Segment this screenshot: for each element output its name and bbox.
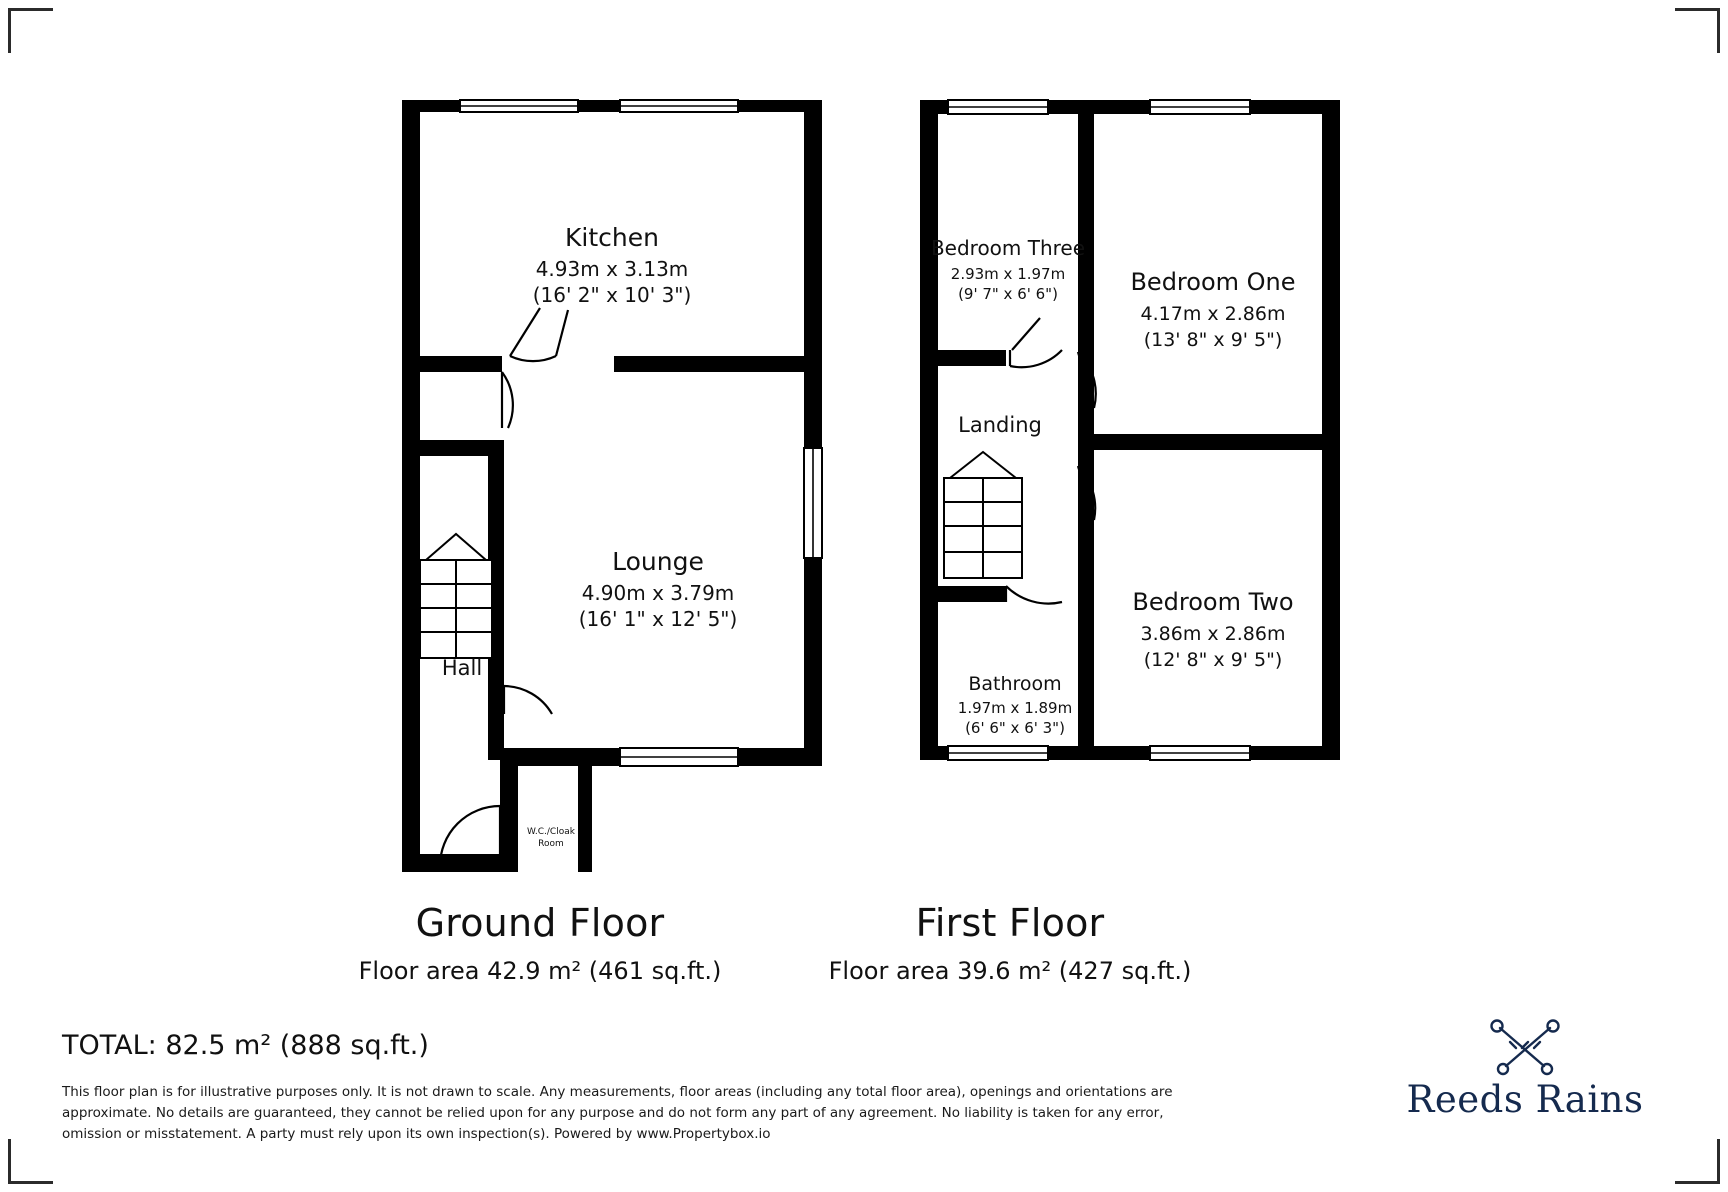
bedroom-three-metric: 2.93m x 1.97m bbox=[950, 265, 1066, 283]
bedroom-two-metric: 3.86m x 2.86m bbox=[1140, 623, 1286, 645]
ground-floor-plan bbox=[402, 100, 822, 872]
door-bedroom-three bbox=[1010, 318, 1062, 367]
room-label-bedroom-three bbox=[931, 236, 1085, 303]
room-label-bedroom-two bbox=[1132, 588, 1293, 671]
room-label-wc bbox=[527, 827, 576, 849]
wc-name-line2: Room bbox=[538, 839, 564, 849]
bedroom-two-imperial: (12' 8" x 9' 5") bbox=[1143, 649, 1283, 671]
room-label-lounge bbox=[579, 547, 738, 631]
room-label-hall bbox=[442, 656, 482, 680]
lounge-name: Lounge bbox=[612, 547, 704, 576]
first-floor-caption bbox=[770, 900, 1250, 986]
kitchen-metric: 4.93m x 3.13m bbox=[535, 257, 689, 281]
ground-floor-title: Ground Floor bbox=[415, 901, 665, 945]
bedroom-one-metric: 4.17m x 2.86m bbox=[1140, 303, 1286, 325]
brand-logo bbox=[1380, 1018, 1670, 1121]
room-label-kitchen bbox=[533, 223, 692, 307]
door-hall-lounge bbox=[504, 686, 552, 714]
window-bathroom-rear bbox=[948, 746, 1048, 760]
crossed-keys-icon bbox=[1482, 1018, 1568, 1076]
window-bedroom-one-front bbox=[1150, 100, 1250, 114]
staircase-ground bbox=[420, 534, 492, 658]
window-kitchen-front-2 bbox=[620, 100, 738, 112]
wc-name-line1: W.C./Cloak bbox=[527, 827, 575, 837]
window-kitchen-front bbox=[460, 100, 578, 112]
landing-name: Landing bbox=[958, 413, 1042, 437]
first-floor-area: Floor area 39.6 m² (427 sq.ft.) bbox=[828, 956, 1192, 985]
bedroom-one-name: Bedroom One bbox=[1130, 268, 1296, 296]
first-floor-plan bbox=[920, 100, 1340, 760]
disclaimer-text: This floor plan is for illustrative purposes only. It is not drawn to scale. Any measurements, floor areas (including any total floor area), openings and orientations are approximate. No details are guaranteed, they cannot be relied upon for any purpose and do not form any part of any agreement. No liability is taken for any error, omission or misstatement. A party must rely upon its own inspection(s). Powered by www.Propertybox.io bbox=[62, 1084, 1173, 1142]
total-area-label: TOTAL: 82.5 m² (888 sq.ft.) bbox=[62, 1030, 429, 1061]
room-label-bedroom-one bbox=[1130, 268, 1295, 351]
door-bathroom bbox=[1006, 586, 1062, 604]
hall-name: Hall bbox=[441, 656, 483, 680]
room-label-bathroom bbox=[958, 673, 1072, 737]
bathroom-name: Bathroom bbox=[968, 673, 1062, 695]
window-lounge-rear bbox=[620, 748, 738, 766]
ground-floor-caption bbox=[300, 900, 780, 986]
door-kitchen-hall bbox=[510, 308, 568, 361]
window-bedroom-three-front bbox=[948, 100, 1048, 114]
bedroom-three-imperial: (9' 7" x 6' 6") bbox=[958, 285, 1058, 303]
bathroom-metric: 1.97m x 1.89m bbox=[957, 699, 1073, 717]
ground-floor-area: Floor area 42.9 m² (461 sq.ft.) bbox=[358, 956, 722, 985]
window-bedroom-two-rear bbox=[1150, 746, 1250, 760]
first-floor-title: First Floor bbox=[915, 901, 1105, 945]
bedroom-one-imperial: (13' 8" x 9' 5") bbox=[1143, 329, 1283, 351]
staircase-first bbox=[944, 452, 1022, 578]
brand-name: Reeds Rains bbox=[1406, 1078, 1644, 1121]
door-hall-kitchen-swing bbox=[502, 372, 513, 428]
room-label-landing bbox=[958, 413, 1042, 437]
bathroom-imperial: (6' 6" x 6' 3") bbox=[965, 719, 1065, 737]
bedroom-three-name: Bedroom Three bbox=[930, 236, 1086, 260]
lounge-imperial: (16' 1" x 12' 5") bbox=[578, 607, 738, 631]
kitchen-name: Kitchen bbox=[565, 223, 659, 252]
kitchen-imperial: (16' 2" x 10' 3") bbox=[532, 283, 692, 307]
lounge-metric: 4.90m x 3.79m bbox=[581, 581, 735, 605]
bedroom-two-name: Bedroom Two bbox=[1132, 588, 1294, 616]
window-lounge-side bbox=[804, 448, 822, 558]
